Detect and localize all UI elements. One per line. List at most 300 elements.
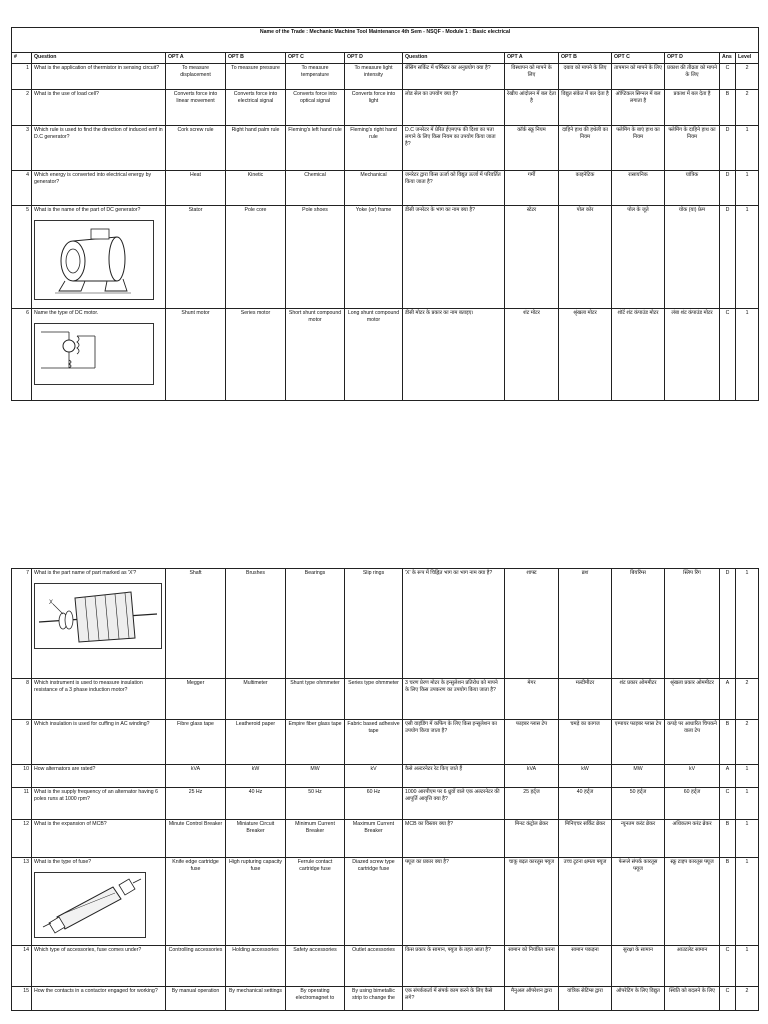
option-c-hindi bbox=[612, 820, 665, 858]
option-b-text: To measure pressure bbox=[231, 65, 280, 71]
option-a-hindi bbox=[505, 987, 559, 1011]
option-a-hindi-text: मैनुअल ऑपरेशन द्वारा bbox=[511, 988, 552, 994]
question-text bbox=[32, 987, 166, 1011]
question-text bbox=[32, 64, 166, 90]
option-d-text: Mechanical bbox=[360, 172, 387, 178]
option-a-text: Knife edge cartridge fuse bbox=[172, 859, 219, 872]
option-b-hindi-text: ब्रश bbox=[581, 570, 589, 576]
level-text: 2 bbox=[745, 65, 749, 71]
option-d-hindi-text: कपड़े पर आधारित चिपकने वाला टेप bbox=[667, 721, 717, 734]
option-a-text: 25 Hz bbox=[188, 789, 203, 795]
rotor-figure bbox=[34, 583, 162, 649]
question-number bbox=[12, 720, 32, 765]
question-text-hindi bbox=[403, 569, 505, 679]
option-b-hindi bbox=[559, 788, 612, 820]
option-d-hindi bbox=[665, 765, 720, 788]
option-a bbox=[166, 309, 226, 401]
option-b bbox=[226, 720, 286, 765]
option-c-text: By operating electromagnet to bbox=[295, 988, 335, 1001]
option-b bbox=[226, 820, 286, 858]
question-text-hindi bbox=[403, 90, 505, 126]
option-c-text: MW bbox=[310, 766, 320, 772]
option-b-hindi bbox=[559, 206, 612, 309]
question-number bbox=[12, 64, 32, 90]
question-text bbox=[32, 90, 166, 126]
option-a-hindi bbox=[505, 90, 559, 126]
option-a bbox=[166, 858, 226, 946]
table-row bbox=[12, 858, 759, 946]
option-a-text: Cork screw rule bbox=[177, 127, 214, 133]
option-b bbox=[226, 64, 286, 90]
option-c-hindi bbox=[612, 126, 665, 171]
level-text: 1 bbox=[745, 127, 749, 133]
option-d-hindi-text: योक (या) फ्रेम bbox=[678, 207, 706, 213]
question-text-text: Which energy is converted into electrical energy by generator? bbox=[34, 172, 152, 185]
option-c-hindi-text: न्यूनतम करंट ब्रेकर bbox=[620, 821, 656, 827]
level bbox=[736, 788, 759, 820]
answer-text: C bbox=[725, 947, 730, 953]
option-b-hindi bbox=[559, 309, 612, 401]
option-d-hindi-text: फ्लेमिंग के दाहिने हाथ का नियम bbox=[668, 127, 716, 140]
option-d bbox=[345, 569, 403, 679]
option-d-hindi-text: प्रकाश में बल देता है bbox=[673, 91, 711, 97]
option-b-text: Brushes bbox=[245, 570, 266, 576]
question-text-hindi bbox=[403, 820, 505, 858]
question-text-hindi bbox=[403, 858, 505, 946]
option-d bbox=[345, 126, 403, 171]
option-c-hindi-text: तापमान को मापने के लिए bbox=[614, 65, 662, 71]
option-c-hindi bbox=[612, 171, 665, 206]
level-text: 1 bbox=[745, 766, 749, 772]
question-text bbox=[32, 569, 166, 679]
option-b bbox=[226, 858, 286, 946]
option-d-hindi bbox=[665, 946, 720, 987]
option-c-hindi-text: ऑपरेटिंग के लिए विद्युत bbox=[616, 988, 660, 994]
option-c-hindi bbox=[612, 569, 665, 679]
option-d-hindi bbox=[665, 569, 720, 679]
option-b-text: Converts force into electrical signal bbox=[233, 91, 278, 104]
level bbox=[736, 679, 759, 720]
option-b-text: By mechanical settings bbox=[228, 988, 283, 994]
question-text-text: Which type of accessories, fuse comes under? bbox=[34, 947, 142, 953]
option-c bbox=[286, 820, 345, 858]
level-text: 1 bbox=[745, 821, 749, 827]
level bbox=[736, 171, 759, 206]
option-b-hindi bbox=[559, 679, 612, 720]
question-number-text: 6 bbox=[26, 310, 29, 316]
header-ans: Ans bbox=[720, 53, 736, 64]
option-a bbox=[166, 788, 226, 820]
option-d bbox=[345, 720, 403, 765]
answer bbox=[720, 64, 736, 90]
option-a-hindi bbox=[505, 788, 559, 820]
answer-text: C bbox=[725, 310, 730, 316]
answer bbox=[720, 765, 736, 788]
question-number bbox=[12, 309, 32, 401]
level-text: 1 bbox=[745, 207, 749, 213]
option-d-text: By using bimetallic strip to change the bbox=[352, 988, 395, 1001]
header-opt-a: OPT A bbox=[166, 53, 226, 64]
question-number bbox=[12, 569, 32, 679]
option-c-hindi-text: पोल के जूते bbox=[627, 207, 649, 213]
option-d-hindi bbox=[665, 788, 720, 820]
option-c-text: Converts force into optical signal bbox=[293, 91, 337, 104]
question-text bbox=[32, 309, 166, 401]
option-b-hindi bbox=[559, 820, 612, 858]
option-c-text: Ferrule contact cartridge fuse bbox=[297, 859, 333, 872]
question-text-hindi-text: D.C जनरेटर में प्रेरित ईएमएफ की दिशा का पता लगाने के लिए किस नियम का उपयोग किया जाता है? bbox=[405, 127, 496, 147]
option-a-hindi-text: फाइबर ग्लास टेप bbox=[515, 721, 548, 727]
option-c-text: Minimum Current Breaker bbox=[295, 821, 335, 834]
answer-text: C bbox=[725, 65, 730, 71]
option-c-hindi bbox=[612, 788, 665, 820]
option-b bbox=[226, 90, 286, 126]
option-a-hindi bbox=[505, 858, 559, 946]
option-d-hindi bbox=[665, 858, 720, 946]
option-a bbox=[166, 987, 226, 1011]
table-body-bottom bbox=[12, 569, 759, 1011]
option-d-hindi bbox=[665, 171, 720, 206]
answer bbox=[720, 569, 736, 679]
option-c bbox=[286, 720, 345, 765]
option-a-text: Shunt motor bbox=[181, 310, 210, 316]
option-b-hindi-text: चमड़े का कागज bbox=[570, 721, 600, 727]
question-text-text: What is the application of thermistor in sensing circuit? bbox=[34, 65, 160, 71]
option-a-text: Megger bbox=[186, 680, 205, 686]
question-number bbox=[12, 171, 32, 206]
option-b-text: Series motor bbox=[240, 310, 271, 316]
option-b-hindi-text: विद्युत संकेत में बल देता है bbox=[561, 91, 609, 97]
question-text-hindi bbox=[403, 987, 505, 1011]
table-row bbox=[12, 569, 759, 679]
question-text-hindi-text: फ्यूज का प्रकार क्या है? bbox=[405, 859, 449, 865]
option-b bbox=[226, 569, 286, 679]
header-level: Level bbox=[736, 53, 759, 64]
answer-text: D bbox=[725, 207, 730, 213]
level-text: 2 bbox=[745, 91, 749, 97]
option-d-text: Series type ohmmeter bbox=[348, 680, 399, 686]
option-b bbox=[226, 309, 286, 401]
answer-text: B bbox=[725, 821, 730, 827]
option-a-text: To measure displacement bbox=[180, 65, 211, 78]
option-b-text: Multimeter bbox=[243, 680, 268, 686]
question-number bbox=[12, 788, 32, 820]
option-c-hindi-text: शंट प्रकार ओममीटर bbox=[619, 680, 657, 686]
option-c bbox=[286, 679, 345, 720]
answer bbox=[720, 820, 736, 858]
option-c-text: Pole shoes bbox=[302, 207, 328, 213]
answer-text: D bbox=[725, 127, 730, 133]
option-b-hindi-text: kW bbox=[581, 766, 589, 772]
question-text-hindi-text: डीसी मोटर के प्रकार का नाम बताइए। bbox=[405, 310, 474, 316]
question-text-hindi-text: एसी वाइंडिंग में कफिंग के लिए किस इन्सुलेशन का उपयोग किया जाता है? bbox=[405, 721, 497, 734]
header-opt-c: OPT C bbox=[286, 53, 345, 64]
option-a-hindi-text: रेखीय आंदोलन में बल देता है bbox=[507, 91, 556, 104]
option-a-hindi bbox=[505, 206, 559, 309]
option-a-hindi bbox=[505, 64, 559, 90]
question-text bbox=[32, 679, 166, 720]
question-text-hindi-text: कैसे अल्टरनेटर रेट किए जाते हैं bbox=[405, 766, 463, 772]
option-a bbox=[166, 820, 226, 858]
table-row bbox=[12, 987, 759, 1011]
option-a-text: Controlling accessories bbox=[168, 947, 223, 953]
option-b-text: Right hand palm rule bbox=[231, 127, 280, 133]
option-a-hindi-text: गर्मी bbox=[527, 172, 536, 178]
option-a bbox=[166, 64, 226, 90]
option-c bbox=[286, 569, 345, 679]
option-b-hindi-text: यांत्रिक सेटिंग्स द्वारा bbox=[567, 988, 603, 994]
answer bbox=[720, 987, 736, 1011]
header-opt-a-hi: OPT A bbox=[505, 53, 559, 64]
question-number-text: 2 bbox=[26, 91, 29, 97]
option-a-hindi-text: 25 हर्ट्ज bbox=[523, 789, 540, 795]
question-text bbox=[32, 946, 166, 987]
option-a bbox=[166, 765, 226, 788]
option-c-hindi-text: फ्लेमिंग के बाएं हाथ का नियम bbox=[616, 127, 660, 140]
option-a-hindi bbox=[505, 126, 559, 171]
option-b bbox=[226, 679, 286, 720]
option-d-hindi-text: लंबा शंट कंपाउंड मोटर bbox=[671, 310, 713, 316]
question-number bbox=[12, 765, 32, 788]
table-row bbox=[12, 206, 759, 309]
option-d bbox=[345, 64, 403, 90]
answer-text: A bbox=[725, 680, 730, 686]
option-c-text: Empire fiber glass tape bbox=[288, 721, 342, 727]
option-d-text: Maximum Current Breaker bbox=[352, 821, 395, 834]
question-text-hindi bbox=[403, 946, 505, 987]
fuse-figure bbox=[34, 872, 146, 938]
option-c-text: Chemical bbox=[304, 172, 326, 178]
question-text-hindi-text: एक संपर्ककर्ता में संपर्क काम करने के लिए कैसे लगे? bbox=[405, 988, 493, 1001]
option-a bbox=[166, 126, 226, 171]
option-b-hindi-text: श्रृंखला मोटर bbox=[573, 310, 597, 316]
option-d-hindi bbox=[665, 820, 720, 858]
level-text: 1 bbox=[745, 789, 749, 795]
table-row bbox=[12, 765, 759, 788]
question-text-hindi bbox=[403, 126, 505, 171]
option-b bbox=[226, 171, 286, 206]
option-a-hindi bbox=[505, 171, 559, 206]
option-d-hindi-text: स्लिप रिंग bbox=[683, 570, 701, 576]
option-c-hindi bbox=[612, 90, 665, 126]
option-d-text: Yoke (or) frame bbox=[355, 207, 392, 213]
question-number-text: 5 bbox=[26, 207, 29, 213]
level bbox=[736, 820, 759, 858]
option-a-text: Heat bbox=[190, 172, 201, 178]
answer bbox=[720, 720, 736, 765]
table-row bbox=[12, 64, 759, 90]
option-a-text: By manual operation bbox=[171, 988, 220, 994]
option-c-hindi bbox=[612, 720, 665, 765]
answer-text: C bbox=[725, 988, 730, 994]
question-number bbox=[12, 946, 32, 987]
answer bbox=[720, 946, 736, 987]
option-a-hindi bbox=[505, 679, 559, 720]
answer bbox=[720, 126, 736, 171]
option-a-hindi-text: मेगर bbox=[527, 680, 536, 686]
level bbox=[736, 206, 759, 309]
level-text: 2 bbox=[745, 988, 749, 994]
table-row bbox=[12, 309, 759, 401]
option-d-hindi-text: यांत्रिक bbox=[685, 172, 699, 178]
option-d-hindi-text: kV bbox=[688, 766, 696, 772]
question-number bbox=[12, 858, 32, 946]
question-text-hindi-text: जनरेटर द्वारा किस ऊर्जा को विद्युत ऊर्जा में परिवर्तित किया जाता है? bbox=[405, 172, 501, 185]
option-b-hindi bbox=[559, 126, 612, 171]
dc-motor-circuit-figure bbox=[34, 323, 154, 385]
option-a-hindi bbox=[505, 765, 559, 788]
option-c-hindi-text: 50 हर्ट्ज bbox=[629, 789, 647, 795]
header-row bbox=[12, 53, 759, 64]
question-number bbox=[12, 206, 32, 309]
table-row bbox=[12, 946, 759, 987]
option-c-hindi-text: फेरूले संपर्क कारतूस फ्यूज bbox=[618, 859, 658, 872]
question-table-top bbox=[11, 27, 759, 401]
option-c-hindi bbox=[612, 858, 665, 946]
option-b-text: Miniature Circuit Breaker bbox=[236, 821, 275, 834]
option-b-hindi-text: पोल कोर bbox=[576, 207, 594, 213]
sheet-title: Name of the Trade : Mechanic Machine Tool Maintenance 4th Sem - NSQF - Module 1 : Basic electrical bbox=[12, 28, 759, 53]
question-number bbox=[12, 679, 32, 720]
header-opt-d-hi: OPT D bbox=[665, 53, 720, 64]
question-text-hindi-text: लोड सेल का उपयोग क्या है? bbox=[405, 91, 459, 97]
question-number-text: 10 bbox=[23, 766, 29, 772]
option-d bbox=[345, 820, 403, 858]
option-c-hindi bbox=[612, 946, 665, 987]
option-d-hindi-text: स्थिति को बदलने के लिए bbox=[669, 988, 715, 994]
level bbox=[736, 90, 759, 126]
option-b-hindi-text: मिनिएचर सर्किट ब्रेकर bbox=[564, 821, 606, 827]
level bbox=[736, 64, 759, 90]
table-row bbox=[12, 720, 759, 765]
option-a-hindi bbox=[505, 720, 559, 765]
option-b bbox=[226, 987, 286, 1011]
option-c bbox=[286, 946, 345, 987]
question-text bbox=[32, 171, 166, 206]
option-b-hindi-text: 40 हर्ट्ज bbox=[576, 789, 594, 795]
header-num: # bbox=[12, 53, 32, 64]
option-d bbox=[345, 309, 403, 401]
question-text-text: Which instrument is used to measure insulation resistance of a 3 phase induction motor? bbox=[34, 680, 143, 693]
option-d-hindi bbox=[665, 720, 720, 765]
option-b-text: kW bbox=[251, 766, 260, 772]
option-b bbox=[226, 946, 286, 987]
option-a bbox=[166, 946, 226, 987]
option-b-text: Kinetic bbox=[247, 172, 264, 178]
option-c bbox=[286, 126, 345, 171]
question-text-hindi-text: सेंसिंग सर्किट में थर्मिस्टर का अनुप्रयोग क्या है? bbox=[405, 65, 491, 71]
option-a-hindi bbox=[505, 946, 559, 987]
question-text bbox=[32, 858, 166, 946]
question-text bbox=[32, 820, 166, 858]
question-text-hindi bbox=[403, 64, 505, 90]
question-text-hindi-text: 3 चरण प्रेरण मोटर के इन्सुलेशन प्रतिरोध को मापने के लिए किस उपकरण का उपयोग किया जाता है? bbox=[405, 680, 498, 693]
option-d bbox=[345, 679, 403, 720]
question-text-hindi-text: किस प्रकार के सामान, फ्यूज के तहत आता है? bbox=[405, 947, 491, 953]
option-d bbox=[345, 90, 403, 126]
option-d bbox=[345, 858, 403, 946]
table-row bbox=[12, 788, 759, 820]
option-b-hindi bbox=[559, 171, 612, 206]
option-a-text: kVA bbox=[190, 766, 201, 772]
option-c-hindi bbox=[612, 309, 665, 401]
question-number-text: 7 bbox=[26, 570, 29, 576]
option-a-hindi-text: चाकू बढ़त कारतूस फ्यूज bbox=[508, 859, 555, 865]
option-d bbox=[345, 788, 403, 820]
option-d-hindi bbox=[665, 309, 720, 401]
question-text-hindi bbox=[403, 788, 505, 820]
option-a-hindi-text: कॉर्क स्क्रू नियम bbox=[517, 127, 546, 133]
answer-text: B bbox=[725, 721, 730, 727]
option-c-hindi bbox=[612, 765, 665, 788]
question-number-text: 13 bbox=[23, 859, 29, 865]
question-number-text: 1 bbox=[26, 65, 29, 71]
option-c-hindi bbox=[612, 987, 665, 1011]
option-c-hindi-text: MW bbox=[633, 766, 643, 772]
option-b-hindi-text: उच्च टूटना क्षमता फ्यूज bbox=[563, 859, 607, 865]
question-text bbox=[32, 720, 166, 765]
option-d-hindi bbox=[665, 126, 720, 171]
question-text bbox=[32, 126, 166, 171]
level bbox=[736, 858, 759, 946]
option-c-text: Safety accessories bbox=[293, 947, 337, 953]
option-a bbox=[166, 679, 226, 720]
option-b-hindi bbox=[559, 858, 612, 946]
option-b-text: Leatheroid paper bbox=[235, 721, 276, 727]
option-c bbox=[286, 90, 345, 126]
level-text: 1 bbox=[745, 947, 749, 953]
option-b-text: Holding accessories bbox=[232, 947, 279, 953]
option-c-hindi-text: रासायनिक bbox=[628, 172, 648, 178]
option-a-hindi bbox=[505, 820, 559, 858]
option-c-text: Fleming's left hand rule bbox=[288, 127, 342, 133]
question-text bbox=[32, 765, 166, 788]
question-number-text: 14 bbox=[23, 947, 29, 953]
header-opt-b-hi: OPT B bbox=[559, 53, 612, 64]
option-d-hindi bbox=[665, 64, 720, 90]
option-b-hindi bbox=[559, 90, 612, 126]
answer bbox=[720, 90, 736, 126]
option-d-text: Fabric based adhesive tape bbox=[347, 721, 400, 734]
question-text-hindi bbox=[403, 206, 505, 309]
option-c-text: Shunt type ohmmeter bbox=[290, 680, 340, 686]
option-b-hindi-text: दबाव को मापने के लिए bbox=[563, 65, 607, 71]
option-d-hindi-text: स्क्रू टाइप कारतूस फ्यूज bbox=[670, 859, 714, 865]
question-number-text: 11 bbox=[23, 789, 29, 795]
option-a bbox=[166, 171, 226, 206]
question-text-text: What is the expansion of MCB? bbox=[34, 821, 107, 827]
option-a-text: Stator bbox=[188, 207, 203, 213]
question-text-text: What is the name of the part of DC generator? bbox=[34, 207, 141, 213]
option-d-text: Converts force into light bbox=[351, 91, 396, 104]
option-d-hindi bbox=[665, 90, 720, 126]
answer-text: C bbox=[725, 789, 730, 795]
option-c bbox=[286, 206, 345, 309]
table-body-top bbox=[12, 64, 759, 401]
option-c bbox=[286, 987, 345, 1011]
question-text-text: Which insulation is used for cuffing in AC winding? bbox=[34, 721, 150, 727]
level bbox=[736, 765, 759, 788]
question-text-text: What is the part name of part marked as 'X'? bbox=[34, 570, 137, 576]
level bbox=[736, 720, 759, 765]
option-c-hindi-text: एम्पायर फाइबर ग्लास टेप bbox=[614, 721, 662, 727]
option-d-hindi-text: अधिकतम करंट ब्रेकर bbox=[672, 821, 712, 827]
option-c-hindi-text: सुरक्षा के सामान bbox=[623, 947, 653, 953]
question-text-text: Name the type of DC motor. bbox=[34, 310, 99, 316]
question-text-hindi bbox=[403, 679, 505, 720]
option-c-hindi-text: ऑप्टिकल सिग्नल में बल लगाता है bbox=[615, 91, 661, 104]
option-d bbox=[345, 171, 403, 206]
